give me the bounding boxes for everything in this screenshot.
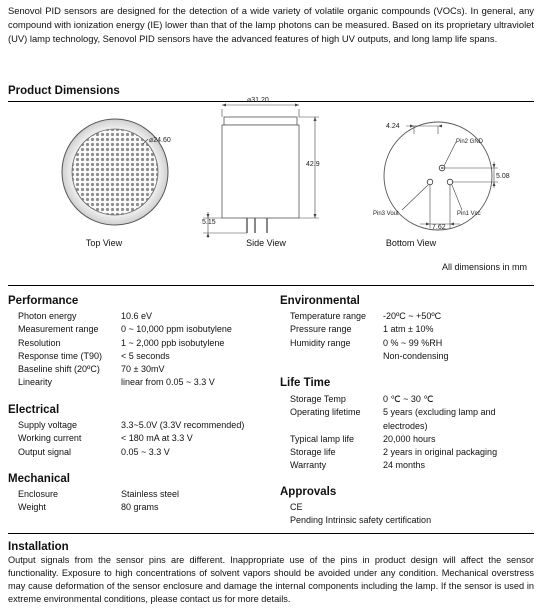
table-row (8, 419, 244, 432)
spec-label: Warranty (290, 460, 327, 471)
table-row (8, 310, 232, 323)
performance-heading: Performance (8, 295, 79, 307)
table-row (8, 501, 179, 514)
spec-value: 3.3~5.0V (3.3V recommended) (121, 420, 245, 430)
installation-heading: Installation (8, 541, 69, 553)
electrical-heading: Electrical (8, 404, 60, 416)
spec-value: 0 ~ 10,000 ppm isobutylene (121, 324, 232, 335)
table-row (280, 310, 449, 323)
approvals-heading: Approvals (280, 486, 337, 498)
spec-value: 24 months (383, 460, 426, 471)
bottom-view-drawing (370, 112, 530, 237)
units-note: All dimensions in mm (441, 262, 527, 272)
spec-value: 70 ± 30mV (121, 364, 165, 375)
bottom-view-caption: Bottom View (385, 238, 437, 248)
spec-label: Measurement range (18, 324, 99, 335)
section-divider (8, 533, 534, 534)
top-view-caption: Top View (85, 238, 123, 248)
side-view-pin-length: 5.15 (202, 219, 216, 226)
table-row (280, 406, 528, 433)
pin1-vcc (447, 179, 453, 185)
pin3-vout (427, 179, 433, 185)
spec-value: 1 atm ± 10% (383, 324, 434, 335)
spec-value: linear from 0.05 ~ 3.3 V (121, 377, 215, 388)
approval-item: Pending Intrinsic safety certification (290, 515, 432, 526)
approval-item: CE (290, 502, 303, 512)
spec-label: Supply voltage (18, 420, 78, 430)
table-row (8, 363, 232, 376)
spec-label: Storage life (290, 447, 336, 458)
table-row (8, 432, 244, 445)
spec-label: Working current (18, 433, 82, 444)
spec-label: Storage Temp (290, 394, 346, 404)
product-dimensions-heading: Product Dimensions (8, 85, 120, 97)
environmental-heading: Environmental (280, 295, 360, 307)
top-view-diameter: ⌀24.60 (149, 137, 171, 144)
environmental-table (280, 310, 449, 363)
life-time-table (280, 393, 528, 473)
spec-value: < 180 mA at 3.3 V (121, 433, 193, 444)
performance-table (8, 310, 232, 390)
side-view-diameter: ⌀31.20 (247, 97, 269, 104)
spec-label: Baseline shift (20ºC) (18, 364, 100, 375)
side-view-body (222, 125, 299, 218)
spec-value: Stainless steel (121, 489, 180, 499)
table-row (280, 393, 528, 406)
table-row (8, 350, 232, 363)
spec-label: Operating lifetime (290, 407, 361, 418)
spec-value: 2 years in original packaging (383, 447, 498, 458)
table-row (280, 323, 449, 336)
spec-label: Response time (T90) (18, 350, 103, 361)
pin2-label: Pin2 GND (456, 139, 484, 145)
bottom-view-dim-a: 4.24 (386, 123, 400, 130)
spec-value: 1 ~ 2,000 ppb isobutylene (121, 337, 225, 348)
spec-label: Typical lamp life (290, 433, 355, 444)
spec-value: < 5 seconds (121, 350, 170, 361)
intro-paragraph: Senovol PID sensors are designed for the detection of a wide variety of volatile organic compounds (VOCs). In general, any compound with ionization energy (IE) lower than that of the lamp photons can be measured. Based on its proprietary ultraviolet (UV) lamp technology, Senovol PID sensors have the advanced features of high UV outputs, and long lamp life spans. (8, 5, 534, 44)
spec-label: Weight (18, 502, 46, 513)
spec-label: Photon energy (18, 311, 77, 321)
list-item (280, 501, 431, 514)
table-row (8, 337, 232, 350)
side-view-top-rim (224, 117, 297, 125)
side-view-caption: Side View (246, 238, 286, 248)
spec-value: Non-condensing (383, 350, 449, 361)
table-row (280, 350, 449, 363)
spec-value: 0 % ~ 99 %RH (383, 337, 443, 348)
mechanical-heading: Mechanical (8, 473, 70, 485)
table-row (8, 376, 232, 389)
spec-label: Output signal (18, 446, 72, 457)
installation-paragraph: Output signals from the sensor pins are different. Inappropriate use of the pins in product design will affect the sensor functionality. Exposure to high concentrations of solvent vapors should be avoided under any condition. Mechanical overstress may cause deformation of the sensor enclosure and damage the internal components including the lamp. If the sensor is used in extreme environmental conditions, please contact us for more details. (8, 555, 534, 604)
table-row (280, 337, 449, 350)
spec-label: Resolution (18, 337, 61, 348)
side-view-height: 42.9 (306, 161, 320, 168)
table-row (8, 446, 244, 459)
table-row (8, 323, 232, 336)
spec-label: Enclosure (18, 489, 59, 499)
spec-value: 20,000 hours (383, 433, 436, 444)
table-row (280, 446, 528, 459)
pin3-label: Pin3 Vout (373, 211, 399, 217)
life-time-heading: Life Time (280, 377, 331, 389)
approvals-list (280, 501, 431, 528)
mechanical-table (8, 488, 179, 515)
spec-value: 0.05 ~ 3.3 V (121, 446, 170, 457)
spec-value: 10.6 eV (121, 311, 153, 321)
spec-value: -20ºC ~ +50ºC (383, 311, 442, 321)
electrical-table (8, 419, 244, 459)
section-divider (8, 285, 534, 286)
pin1-label: Pin1 Vcc (457, 211, 481, 217)
table-row (8, 488, 179, 501)
spec-label (280, 350, 383, 363)
spec-label: Pressure range (290, 324, 352, 335)
table-row (280, 433, 528, 446)
spec-value: 0 ℃ ~ 30 ℃ (383, 394, 434, 404)
table-row (280, 459, 528, 472)
bottom-view-dim-c: 7.62 (432, 224, 446, 231)
side-view-drawing (195, 95, 335, 240)
list-item (280, 514, 431, 527)
bottom-view-dim-b: 5.08 (496, 173, 510, 180)
top-view-drawing (55, 112, 205, 237)
spec-value: 80 grams (121, 502, 159, 513)
spec-value: 5 years (excluding lamp and electrodes) (383, 407, 496, 431)
spec-label: Temperature range (290, 311, 367, 321)
spec-label: Linearity (18, 377, 53, 388)
spec-label: Humidity range (290, 337, 351, 348)
